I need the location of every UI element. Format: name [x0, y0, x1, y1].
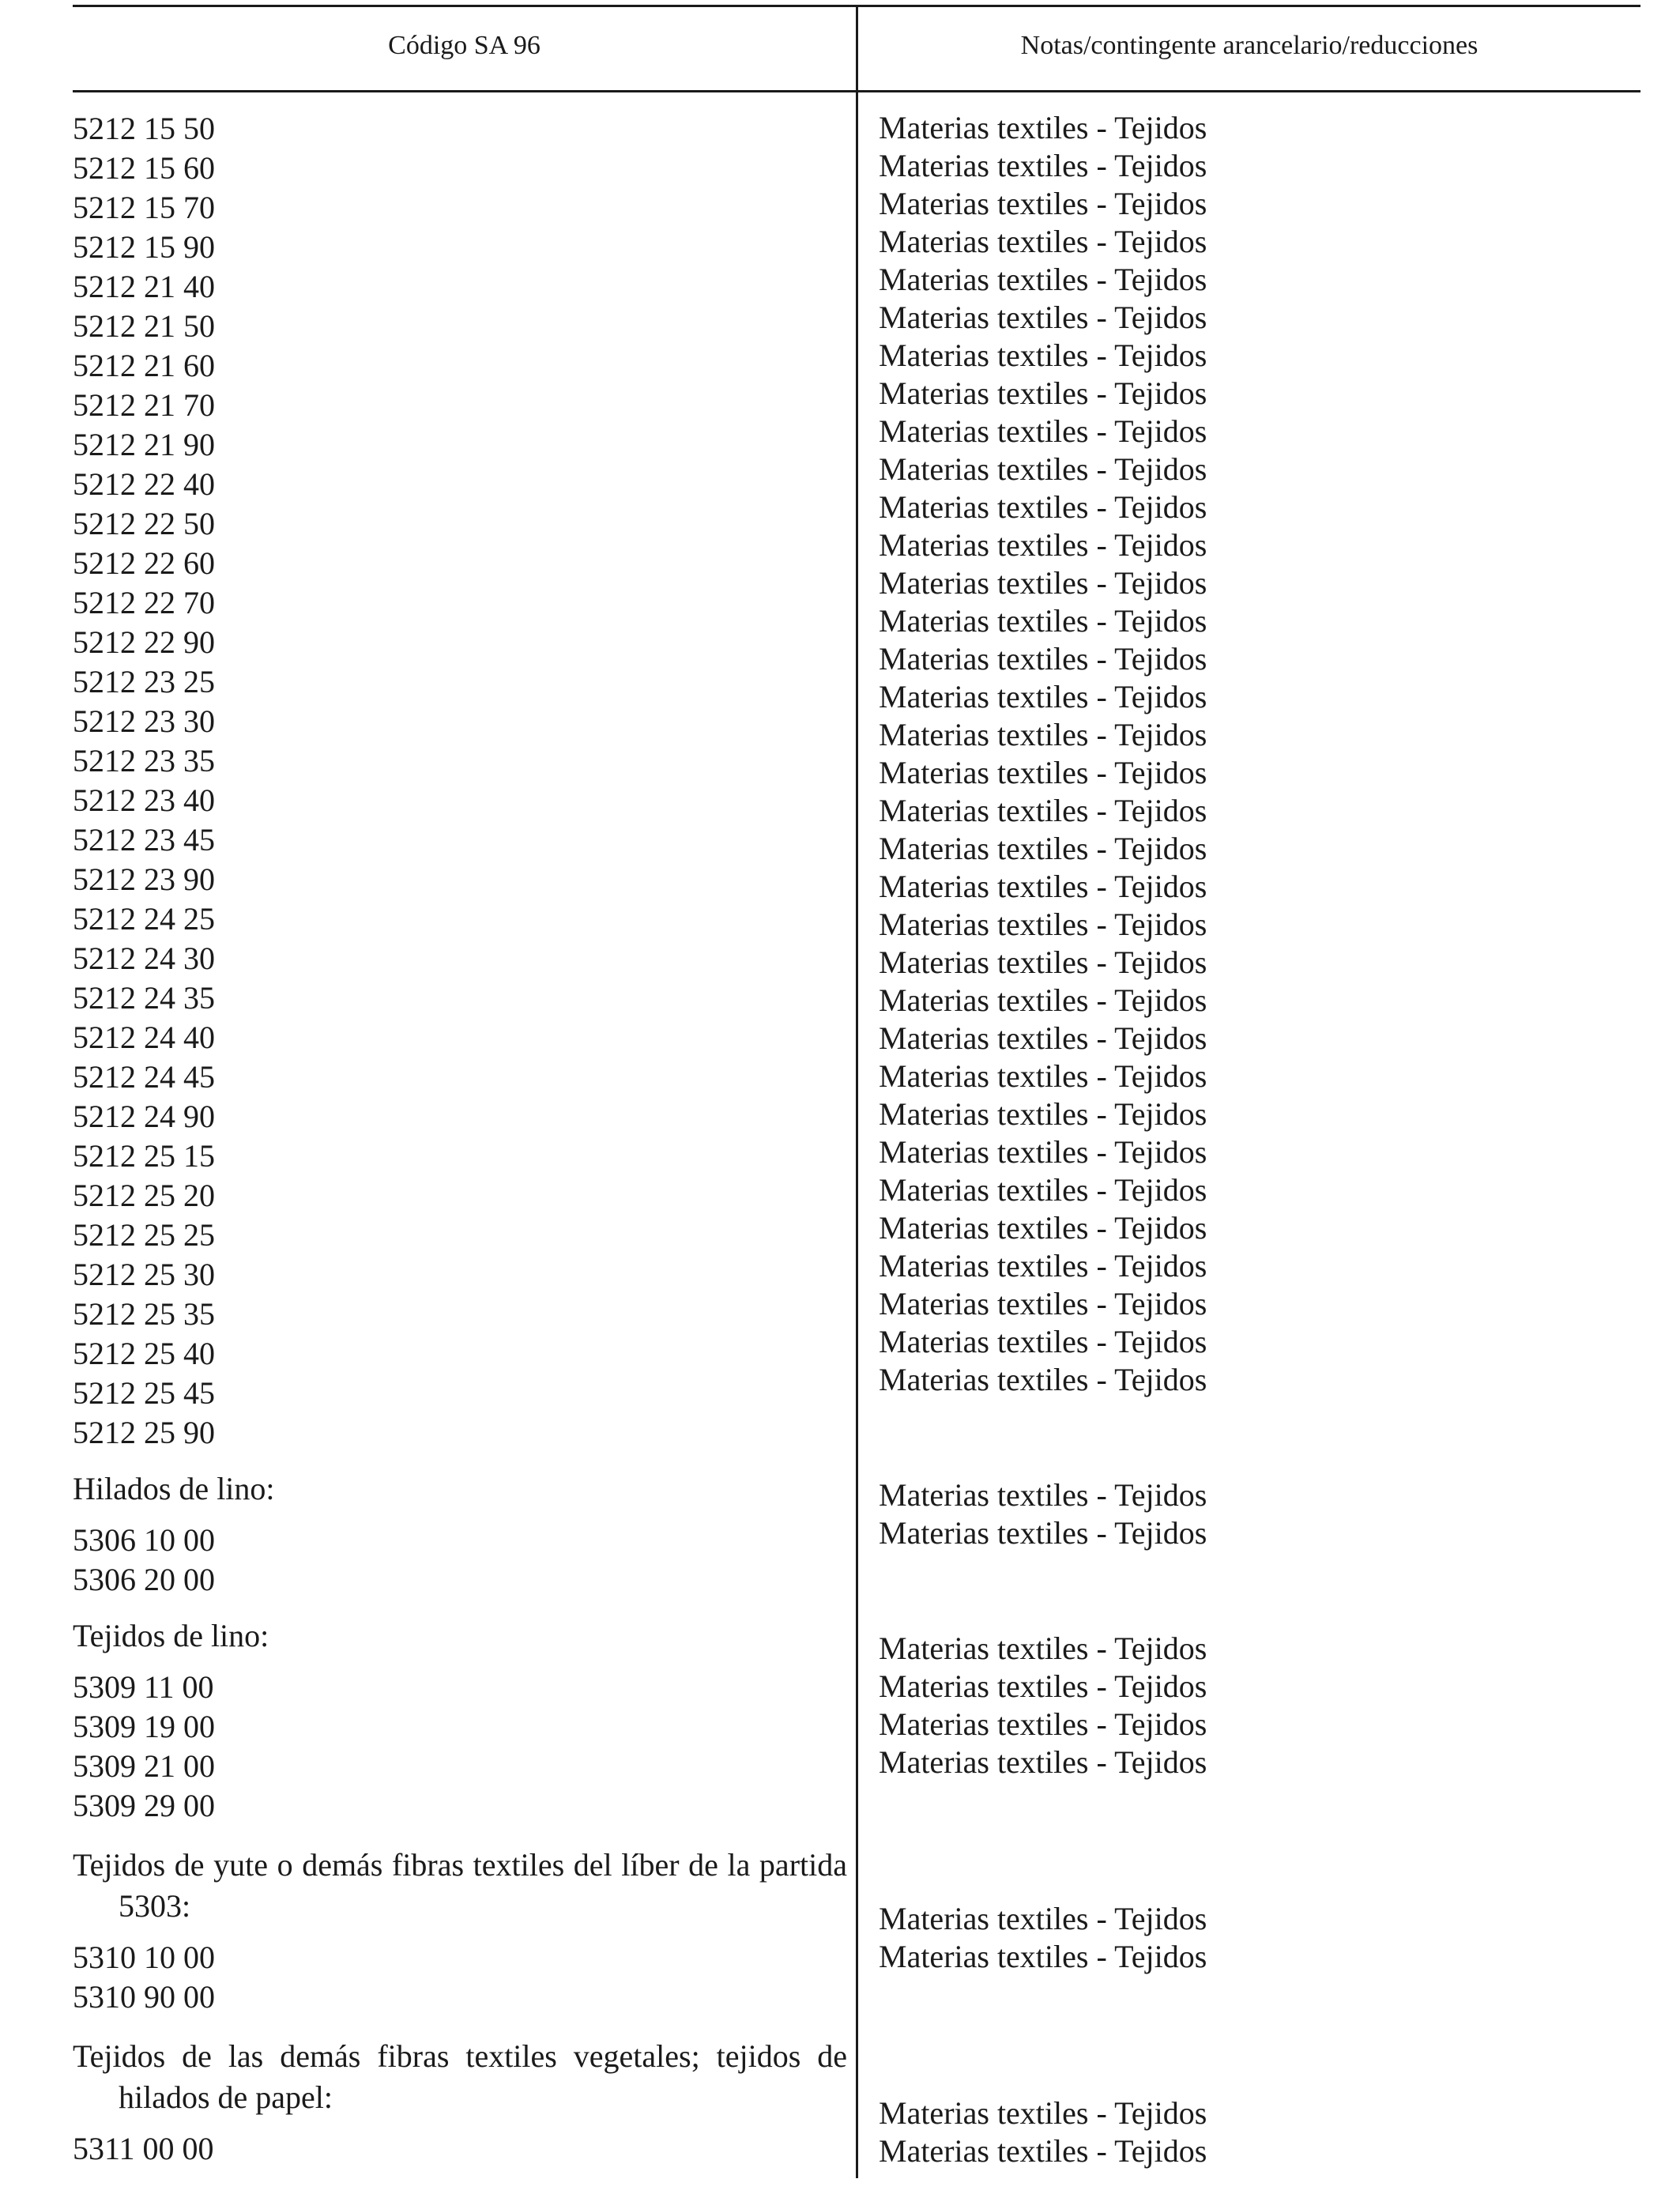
hs-code: 5310 10 00: [73, 1940, 215, 1975]
note-text: Materias textiles - Tejidos: [879, 1286, 1207, 1321]
hs-code: 5309 21 00: [73, 1748, 215, 1784]
note-text: Materias textiles - Tejidos: [879, 1172, 1207, 1208]
hs-code: 5212 24 30: [73, 941, 215, 976]
code-column: [73, 109, 847, 2169]
note-text: Materias textiles - Tejidos: [879, 982, 1207, 1018]
hs-code: 5212 21 70: [73, 387, 215, 423]
note-text: Materias textiles - Tejidos: [879, 375, 1207, 411]
note-text: Materias textiles - Tejidos: [879, 1939, 1207, 1974]
hs-code: 5212 21 50: [73, 308, 215, 344]
hs-code: 5212 15 90: [73, 229, 215, 265]
hs-code: 5212 23 30: [73, 703, 215, 739]
note-text: Materias textiles - Tejidos: [879, 1248, 1207, 1284]
hs-code: 5212 22 40: [73, 466, 215, 502]
hs-code: 5212 23 40: [73, 782, 215, 818]
hs-code: 5212 25 40: [73, 1336, 215, 1371]
note-text: Materias textiles - Tejidos: [879, 1630, 1207, 1666]
hs-code: 5212 22 60: [73, 545, 215, 581]
spacer: [73, 1927, 847, 1938]
hs-code: 5212 22 90: [73, 624, 215, 660]
hs-code: 5212 24 25: [73, 901, 215, 937]
hs-code: 5212 22 70: [73, 585, 215, 620]
section-heading: Hilados de lino:: [73, 1471, 275, 1506]
note-text: Materias textiles - Tejidos: [879, 110, 1207, 145]
hs-code: 5212 21 40: [73, 269, 215, 304]
note-text: Materias textiles - Tejidos: [879, 1706, 1207, 1742]
hs-code: 5306 10 00: [73, 1522, 215, 1558]
note-text: Materias textiles - Tejidos: [879, 1058, 1207, 1094]
hs-code: 5212 25 20: [73, 1178, 215, 1213]
notes-column: [879, 109, 1622, 2170]
note-text: Materias textiles - Tejidos: [879, 1096, 1207, 1132]
note-text: Materias textiles - Tejidos: [879, 1020, 1207, 1056]
hs-code: 5212 21 90: [73, 427, 215, 462]
note-text: Materias textiles - Tejidos: [879, 527, 1207, 563]
section-heading: Tejidos de lino:: [73, 1618, 269, 1653]
hs-code: 5212 15 60: [73, 150, 215, 186]
spacer: [73, 1600, 847, 1615]
spacer: [73, 2118, 847, 2129]
hs-code: 5309 11 00: [73, 1669, 214, 1705]
note-text: Materias textiles - Tejidos: [879, 603, 1207, 639]
spacer: [73, 1657, 847, 1668]
hs-code: 5212 25 15: [73, 1138, 215, 1174]
column-header-code: Código SA 96: [388, 31, 541, 60]
note-text: Materias textiles - Tejidos: [879, 186, 1207, 221]
note-text: Materias textiles - Tejidos: [879, 1324, 1207, 1359]
note-text: Materias textiles - Tejidos: [879, 337, 1207, 373]
note-text: Materias textiles - Tejidos: [879, 489, 1207, 525]
note-text: Materias textiles - Tejidos: [879, 262, 1207, 297]
spacer: [73, 2017, 847, 2036]
note-text: Materias textiles - Tejidos: [879, 148, 1207, 183]
hs-code: 5212 21 60: [73, 348, 215, 383]
spacer: [879, 1399, 1622, 1476]
section-heading: Tejidos de yute o demás fibras textiles del líber de la partida 5303:: [73, 1847, 847, 1924]
hs-code: 5212 15 70: [73, 190, 215, 225]
note-text: Materias textiles - Tejidos: [879, 2095, 1207, 2131]
hs-code: 5309 19 00: [73, 1709, 215, 1744]
hs-code: 5212 23 45: [73, 822, 215, 858]
note-text: Materias textiles - Tejidos: [879, 224, 1207, 259]
note-text: Materias textiles - Tejidos: [879, 717, 1207, 752]
hs-code: 5212 23 25: [73, 664, 215, 699]
hs-code: 5212 24 45: [73, 1059, 215, 1095]
spacer: [879, 1781, 1622, 1900]
hs-code: 5212 24 35: [73, 980, 215, 1016]
note-text: Materias textiles - Tejidos: [879, 2133, 1207, 2169]
hs-code: 5212 24 90: [73, 1099, 215, 1134]
hs-code: 5212 25 90: [73, 1415, 215, 1450]
note-text: Materias textiles - Tejidos: [879, 907, 1207, 942]
note-text: Materias textiles - Tejidos: [879, 641, 1207, 677]
note-text: Materias textiles - Tejidos: [879, 793, 1207, 828]
hs-code: 5212 22 50: [73, 506, 215, 541]
hs-code: 5212 25 25: [73, 1217, 215, 1253]
note-text: Materias textiles - Tejidos: [879, 1134, 1207, 1170]
note-text: Materias textiles - Tejidos: [879, 1210, 1207, 1246]
hs-code: 5212 23 90: [73, 861, 215, 897]
hs-code: 5212 25 35: [73, 1296, 215, 1332]
note-text: Materias textiles - Tejidos: [879, 869, 1207, 904]
hs-code: 5309 29 00: [73, 1788, 215, 1823]
hs-code: 5306 20 00: [73, 1562, 215, 1597]
spacer: [879, 1552, 1622, 1630]
note-text: Materias textiles - Tejidos: [879, 1744, 1207, 1780]
note-text: Materias textiles - Tejidos: [879, 300, 1207, 335]
hs-code: 5212 24 40: [73, 1020, 215, 1055]
note-text: Materias textiles - Tejidos: [879, 451, 1207, 487]
note-text: Materias textiles - Tejidos: [879, 1668, 1207, 1704]
column-divider: [856, 5, 858, 2178]
section-heading: Tejidos de las demás fibras textiles vegetales; tejidos de hilados de papel:: [73, 2038, 847, 2115]
spacer: [73, 1453, 847, 1468]
hs-code: 5212 25 30: [73, 1257, 215, 1292]
note-text: Materias textiles - Tejidos: [879, 413, 1207, 449]
note-text: Materias textiles - Tejidos: [879, 1477, 1207, 1513]
note-text: Materias textiles - Tejidos: [879, 755, 1207, 790]
hs-code: 5212 23 35: [73, 743, 215, 778]
note-text: Materias textiles - Tejidos: [879, 679, 1207, 714]
hs-code: 5311 00 00: [73, 2131, 214, 2166]
spacer: [73, 1510, 847, 1521]
note-text: Materias textiles - Tejidos: [879, 1901, 1207, 1936]
note-text: Materias textiles - Tejidos: [879, 1515, 1207, 1551]
spacer: [73, 1826, 847, 1845]
hs-code: 5310 90 00: [73, 1979, 215, 2015]
hs-code: 5212 15 50: [73, 111, 215, 146]
hs-code: 5212 25 45: [73, 1375, 215, 1411]
note-text: Materias textiles - Tejidos: [879, 944, 1207, 980]
note-text: Materias textiles - Tejidos: [879, 565, 1207, 601]
note-text: Materias textiles - Tejidos: [879, 831, 1207, 866]
column-header-notes: Notas/contingente arancelario/reducciones: [1020, 31, 1478, 60]
note-text: Materias textiles - Tejidos: [879, 1362, 1207, 1397]
spacer: [879, 1976, 1622, 2094]
